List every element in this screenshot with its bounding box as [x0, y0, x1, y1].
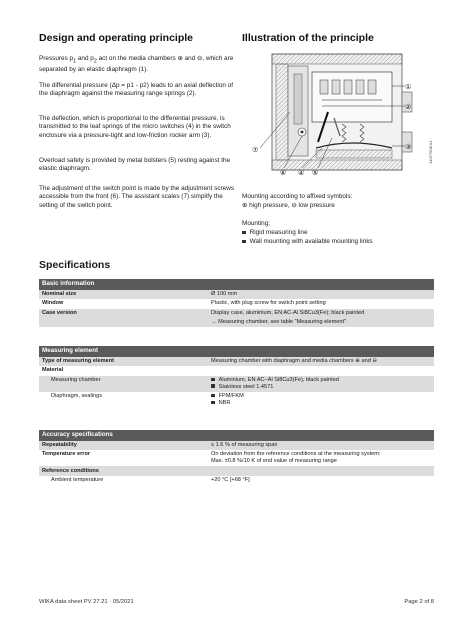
footer-datasheet: WIKA data sheet PV 27.21 · 05/2021 [39, 599, 134, 605]
callout-7: ⑦ [252, 146, 259, 154]
callout-5: ⑤ [312, 169, 319, 177]
mounting-note: Mounting according to affixed symbols: [242, 193, 353, 200]
principle-paragraph-3: The deflection, which is proportional to the differential pressure, is transmitted to the leaf springs of the micro switches (4) in the switch enclosure via a pressure-tight and low-friction rocker arm (3). [39, 115, 231, 139]
bullet-icon [211, 394, 215, 398]
basic-information-table: Basic information Nominal size Ø 100 mm Window Plastic, with plug screw for switch point setting Case version Display case, aluminium, EN AC-Al Si8Cu3(Fe); black painted → Measuring chamber, see table “Measuring element” [39, 279, 434, 327]
principle-paragraph-1: Pressures $p_1$ and $p_2$ act on the media chambers ⊕ and ⊖, which are separated by an elastic diaphragm (1). [39, 55, 234, 73]
table-header: Basic information [39, 279, 434, 290]
table-header: Accuracy specifications [39, 430, 434, 441]
bullet-icon [211, 378, 215, 382]
design-heading: Design and operating principle [39, 32, 194, 44]
table-header: Measuring element [39, 346, 434, 357]
principle-paragraph-4: Overload safety is provided by metal bolsters (5) resting against the elastic diaphragm. [39, 157, 231, 173]
callout-6: ⑥ [280, 169, 287, 177]
bullet-icon [211, 384, 215, 388]
footer-page-number: Page 2 of 8 [404, 599, 434, 605]
callout-3: ③ [405, 143, 412, 151]
callout-2: ② [405, 103, 412, 111]
bullet-icon [242, 231, 246, 235]
principle-paragraph-2: The differential pressure (Δp = p1 - p2) leads to an axial deflection of the diaphragm against the measuring range springs (2). [39, 82, 234, 98]
specifications-heading: Specifications [39, 259, 111, 271]
principle-illustration [242, 52, 436, 180]
figure-code: 14077608.01 [428, 140, 433, 164]
accuracy-specifications-table: Accuracy specifications Repeatability ≤ 1.6 % of measuring span Temperature error On deviation from the reference conditions at the measuring system: Max. ±0.8 %/10 K of end value of measuring range Reference conditions Ambient temperature +20 °C [+68 °F] [39, 430, 434, 485]
callout-1: ① [405, 83, 412, 91]
measuring-element-table: Measuring element Type of measuring element Measuring chamber with diaphragm and media chambers ⊕ and ⊖ Material Measuring chamber Aluminium, EN AC–Al Si8Cu3(Fe), black painted Stainless steel 1.4571 Diaphragm, sealings FPM/FKM NBR [39, 346, 434, 408]
mounting-label: Mounting: [242, 220, 271, 227]
bullet-icon [211, 401, 215, 405]
mounting-symbols: ⊕ high pressure, ⊖ low pressure [242, 202, 335, 209]
principle-paragraph-5: The adjustment of the switch point is made by the adjustment screws accessible from the front (6). The assistant scales (7) simplify the setting of the switch point. [39, 185, 235, 209]
callout-4: ④ [298, 169, 305, 177]
mounting-item: Rigid measuring line [242, 229, 308, 237]
mounting-item: Wall mounting with available mounting links [242, 238, 373, 246]
illustration-heading: Illustration of the principle [242, 32, 374, 44]
bullet-icon [242, 240, 246, 244]
